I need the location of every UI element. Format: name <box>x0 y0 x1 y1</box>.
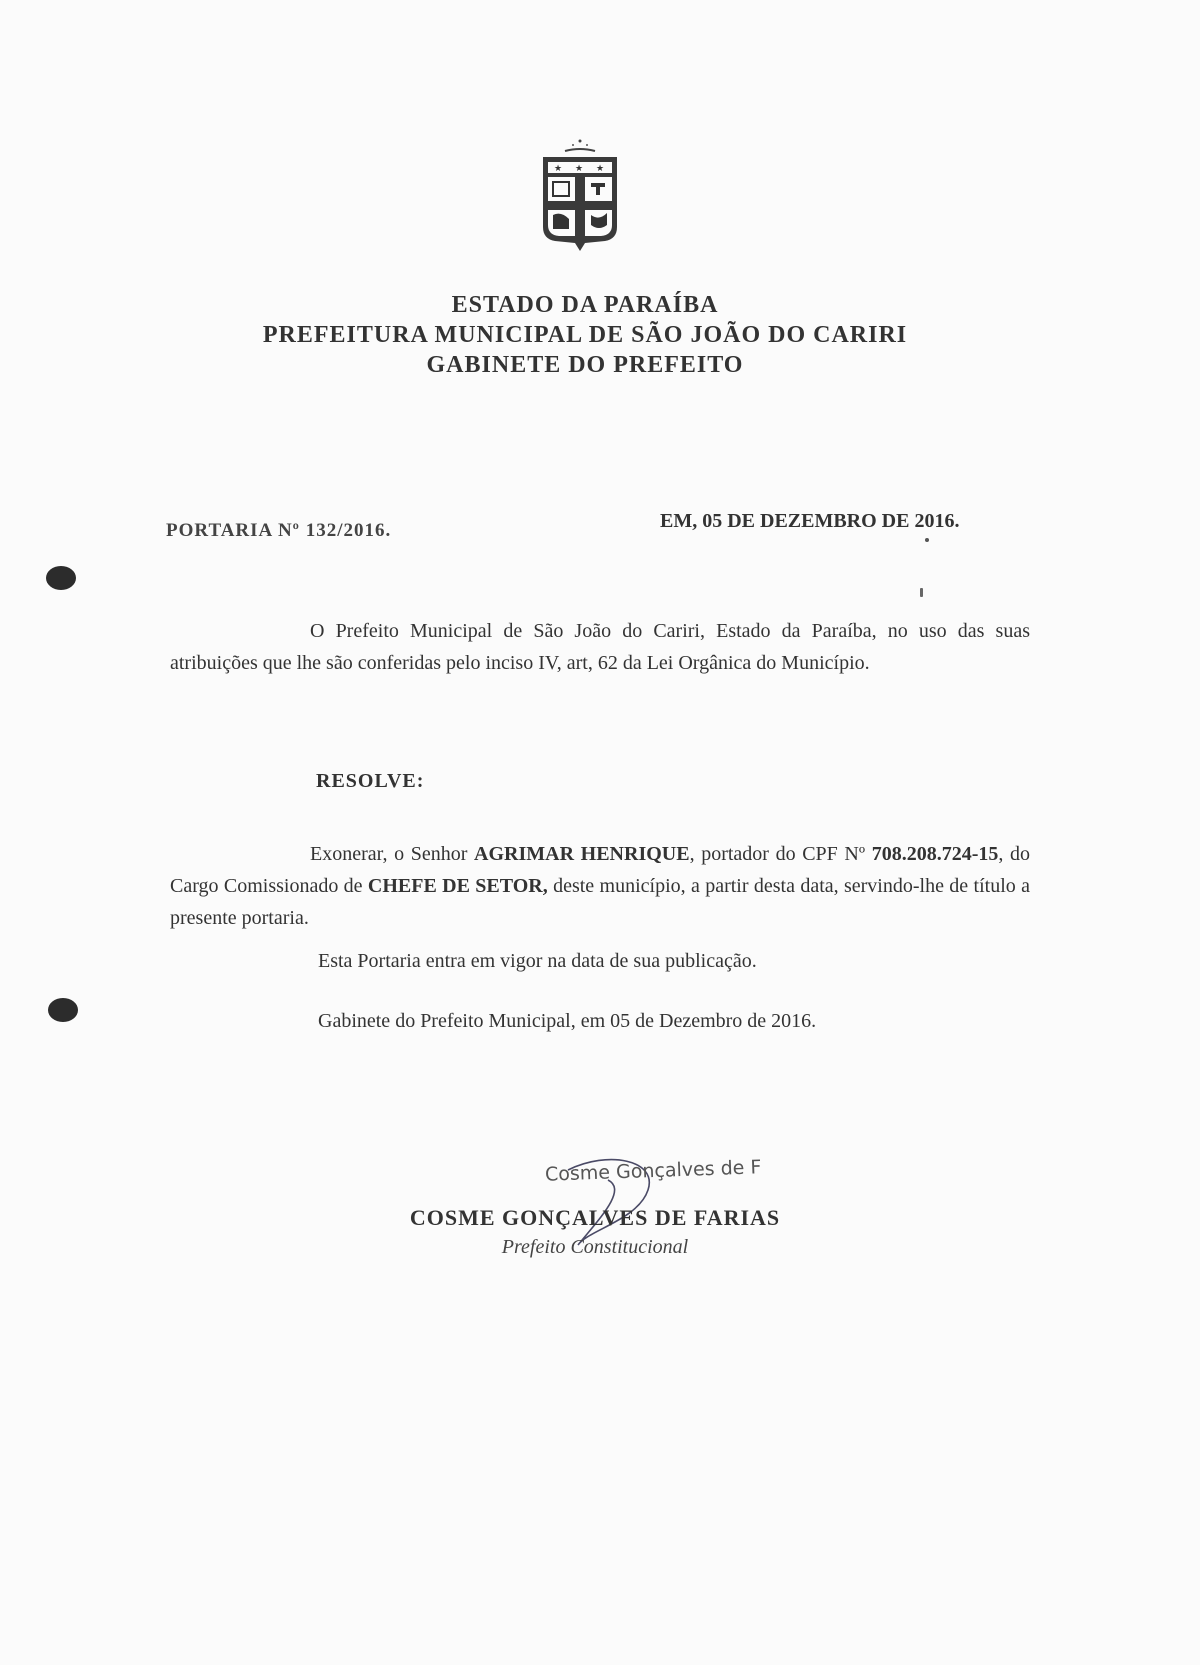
punch-hole-top <box>46 566 76 590</box>
handwritten-signature: Cosme Gonçalves de F <box>544 1156 762 1186</box>
scan-speck <box>925 538 929 542</box>
signatory-role: Prefeito Constitucional <box>501 1236 689 1258</box>
signatory-name: COSME GONÇALVES DE FARIAS <box>409 1205 781 1230</box>
punch-hole-bottom <box>48 998 78 1022</box>
position-name: CHEFE DE SETOR, <box>367 875 548 897</box>
body-text-1: Exonerar, o Senhor <box>310 843 475 865</box>
municipal-coat-of-arms-icon <box>535 135 625 253</box>
svg-text:★: ★ <box>596 163 605 173</box>
exoneration-paragraph <box>170 838 1030 934</box>
scan-speck <box>920 588 923 597</box>
person-name: AGRIMAR HENRIQUE <box>474 843 690 865</box>
body-text-2: , portador do CPF Nº <box>689 843 872 865</box>
resolve-heading: RESOLVE: <box>316 770 425 792</box>
portaria-number: PORTARIA Nº 132/2016. <box>166 520 392 541</box>
svg-text:★: ★ <box>575 163 584 173</box>
document-date: EM, 05 DE DEZEMBRO DE 2016. <box>660 510 960 532</box>
vigor-statement: Esta Portaria entra em vigor na data de sua publicação. <box>318 950 757 972</box>
gabinete-statement: Gabinete do Prefeito Municipal, em 05 de Dezembro de 2016. <box>318 1010 817 1032</box>
intro-text: O Prefeito Municipal de São João do Cariri, Estado da Paraíba, no uso das suas atribuições que lhe são conferidas pelo inciso IV, art, 62 da Lei Orgânica do Município. <box>170 620 1030 674</box>
svg-text:★: ★ <box>554 163 563 173</box>
header-state: ESTADO DA PARAÍBA <box>451 292 719 318</box>
body-text-4: deste município, a partir desta data, servindo-lhe de título a presente portaria. <box>170 875 1030 929</box>
header-municipality: PREFEITURA MUNICIPAL DE SÃO JOÃO DO CARIRI <box>262 322 908 348</box>
header-office: GABINETE DO PREFEITO <box>426 352 744 378</box>
cpf-number: 708.208.724-15 <box>871 843 999 865</box>
body-text-3: , do Cargo Comissionado de <box>170 843 1031 897</box>
intro-paragraph <box>170 615 1030 679</box>
